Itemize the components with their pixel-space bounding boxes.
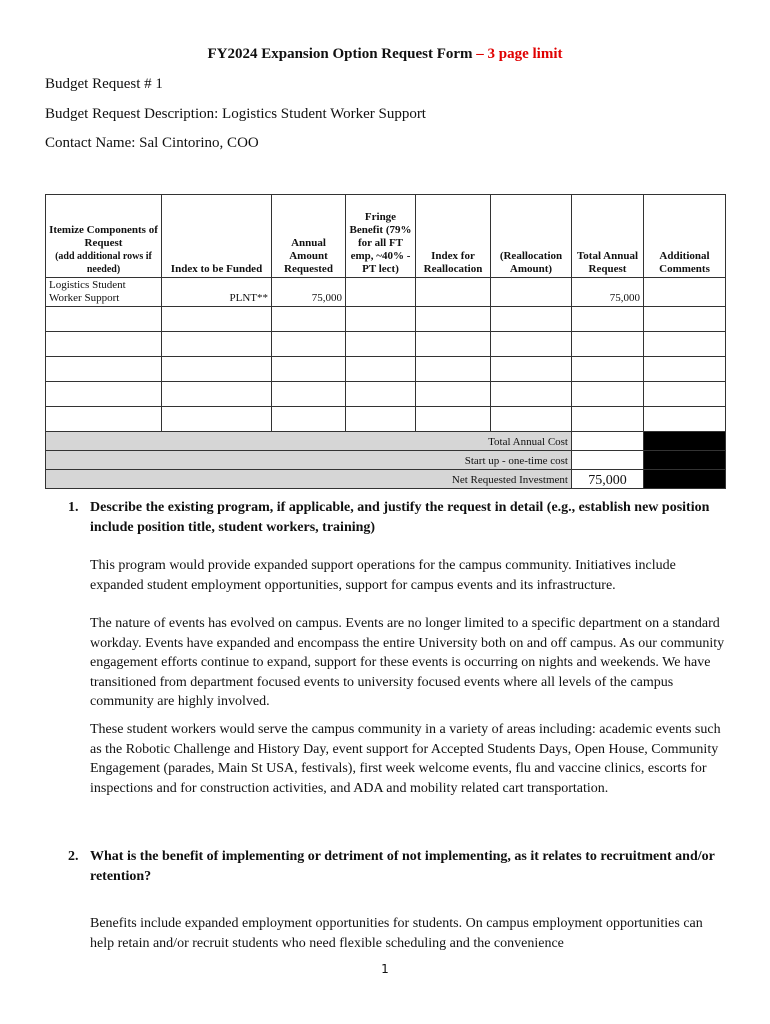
blacked-out-cell [644,432,726,451]
table-row [46,307,726,332]
header-itemize-label: Itemize Components of Request [49,224,158,249]
request-table [45,194,726,489]
cell-index: PLNT** [162,278,272,307]
header-total-annual: Total Annual Request [572,195,644,278]
total-annual-cost-row [46,432,726,451]
net-investment-label: Net Requested Investment [46,470,572,489]
total-annual-cost-value [572,432,644,451]
blacked-out-cell [644,470,726,489]
cell-item: Logistics Student Worker Support [46,278,162,307]
header-annual-amount: Annual Amount Requested [272,195,346,278]
budget-request-description: Budget Request Description: Logistics Student Worker Support [45,106,426,122]
cell-realloc-amount [491,278,572,307]
cell-fringe [346,278,416,307]
header-itemize [46,195,162,278]
header-comments: Additional Comments [644,195,726,278]
header-fringe: Fringe Benefit (79% for all FT emp, ~40% - PT lect) [346,195,416,278]
question-1-number: 1. [68,500,79,515]
blacked-out-cell [644,451,726,470]
table-header-row [46,195,726,278]
page-number: 1 [381,962,389,976]
form-title-main: FY2024 Expansion Option Request Form [207,46,473,62]
page-limit-note: – 3 page limit [476,46,563,62]
question-2-text: What is the benefit of implementing or detriment of not implementing, as it relates to recruitment and/or retention? [90,849,715,884]
table-row [46,332,726,357]
header-index-funded: Index to be Funded [162,195,272,278]
cell-total: 75,000 [572,278,644,307]
question-1-text: Describe the existing program, if applicable, and justify the request in detail (e.g., establish new position include position title, student workers, training) [90,500,710,535]
table-row [46,382,726,407]
answer-1-paragraph-3: These student workers would serve the campus community in a variety of areas including: academic events such as the Robotic Challenge and History Day, event support for Accepted Students Days, Open House, Community Engagement (parades, Main St USA, festivals), first week welcome events, flu and vaccine clinics, escorts for inspections and for construction activities, and ADA and mobility related cart transportation. [90,722,721,796]
startup-cost-label: Start up - one-time cost [46,451,572,470]
startup-cost-value [572,451,644,470]
form-title [0,46,770,63]
header-reallocation-amount: (Reallocation Amount) [491,195,572,278]
table-row [46,278,726,307]
net-investment-row [46,470,726,489]
startup-cost-row [46,451,726,470]
table-row [46,407,726,432]
budget-request-number: Budget Request # 1 [45,76,163,92]
answer-2-paragraph-1: Benefits include expanded employment opportunities for students. On campus employment opportunities can help retain and/or recruit students who need flexible scheduling and the convenience [90,916,703,951]
cell-amount: 75,000 [272,278,346,307]
question-1 [68,498,728,538]
net-investment-value: 75,000 [572,470,644,489]
question-2 [68,847,728,887]
question-2-number: 2. [68,849,79,864]
answer-1-paragraph-2: The nature of events has evolved on campus. Events are no longer limited to a specific department on a standard workday. Events have expanded and encompass the entire University both on and off campus. As our community engagement efforts continue to expand, support for these events is occurring on nights and weekends. We have transitioned from department focused events to university focused events where all levels of the campus community are highly involved. [90,616,725,709]
header-index-reallocation: Index for Reallocation [416,195,491,278]
cell-comments [644,278,726,307]
header-itemize-sub: (add additional rows if needed) [55,251,152,275]
table-row [46,357,726,382]
contact-name: Contact Name: Sal Cintorino, COO [45,135,259,151]
cell-index-realloc [416,278,491,307]
answer-1-paragraph-1: This program would provide expanded support operations for the campus community. Initiatives include expanded student employment opportunities, support for campus events and its infrastructure. [90,558,676,593]
total-annual-cost-label: Total Annual Cost [46,432,572,451]
